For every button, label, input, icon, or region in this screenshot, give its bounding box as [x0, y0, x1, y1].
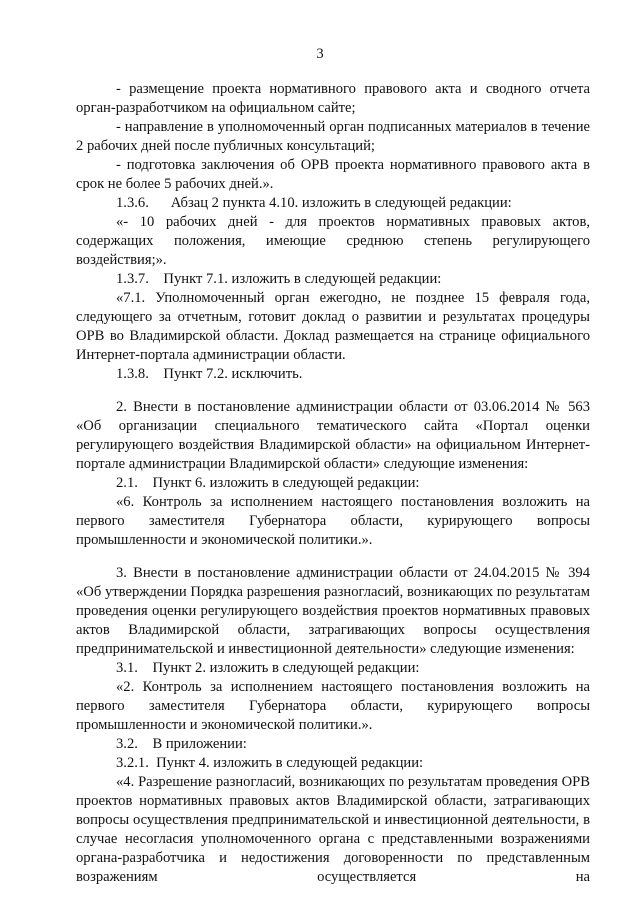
paragraph-section-2: 2. Внести в постановление администрации области от 03.06.2014 № 563 «Об организации специального тематического сайта «Портал оценки регулирующего воздействия Владимирской области» на официальном Интернет-портале администрации Владимирской области» следующие изменения:	[76, 399, 590, 472]
paragraph-quote-7-1: «7.1. Уполномоченный орган ежегодно, не позднее 15 февраля года, следующего за отчетным, готовит доклад о развитии и результатах процедуры ОРВ во Владимирской области. Доклад размещается на странице официального Интернет-портала администрации области.	[76, 290, 590, 363]
page-number: 3	[316, 46, 324, 62]
document-body	[76, 80, 590, 887]
paragraph-item-2-1: 2.1. Пункт 6. изложить в следующей редакции:	[116, 475, 420, 491]
paragraph-bullet-conclusion: - подготовка заключения об ОРВ проекта нормативного правового акта в срок не более 5 рабочих дней.».	[76, 157, 590, 192]
paragraph-bullet-submission: - направление в уполномоченный орган подписанных материалов в течение 2 рабочих дней после публичных консультаций;	[76, 119, 590, 154]
paragraph-item-1-3-6: 1.3.6. Абзац 2 пункта 4.10. изложить в следующей редакции:	[116, 195, 512, 211]
paragraph-bullet-publication: - размещение проекта нормативного правового акта и сводного отчета орган-разработчиком на официальном сайте;	[76, 81, 590, 116]
paragraph-section-3: 3. Внести в постановление администрации области от 24.04.2015 № 394 «Об утверждении Порядка разрешения разногласий, возникающих по результатам проведения оценки регулирующего воздействия проектов нормативных правовых актов Владимирской области, затрагивающих вопросы осуществления предпринимательской и инвестиционной деятельности» следующие изменения:	[76, 565, 590, 657]
paragraph-quote-10-days: «- 10 рабочих дней - для проектов нормативных правовых актов, содержащих положения, имеющие среднюю степень регулирующего воздействия;».	[76, 214, 590, 268]
paragraph-item-1-3-7: 1.3.7. Пункт 7.1. изложить в следующей редакции:	[116, 271, 442, 287]
paragraph-item-3-1: 3.1. Пункт 2. изложить в следующей редакции:	[116, 660, 420, 676]
paragraph-quote-4: «4. Разрешение разногласий, возникающих по результатам проведения ОРВ проектов нормативных правовых актов Владимирской области, затрагивающих вопросы осуществления предпринимательской и инвестиционной деятельности, в случае несогласия уполномоченного органа с представленными возражениями органа-разработчика и недостижения договоренности по представленным возражениям осуществляется на	[76, 774, 590, 885]
paragraph-item-1-3-8: 1.3.8. Пункт 7.2. исключить.	[116, 366, 303, 382]
paragraph-item-3-2-1: 3.2.1. Пункт 4. изложить в следующей редакции:	[116, 755, 424, 771]
paragraph-quote-2: «2. Контроль за исполнением настоящего постановления возложить на первого заместителя Губернатора области, курирующего вопросы промышленности и экономической политики.».	[76, 679, 590, 733]
paragraph-item-3-2: 3.2. В приложении:	[116, 736, 247, 752]
paragraph-quote-6: «6. Контроль за исполнением настоящего постановления возложить на первого заместителя Губернатора области, курирующего вопросы промышленности и экономической политики.».	[76, 494, 590, 548]
